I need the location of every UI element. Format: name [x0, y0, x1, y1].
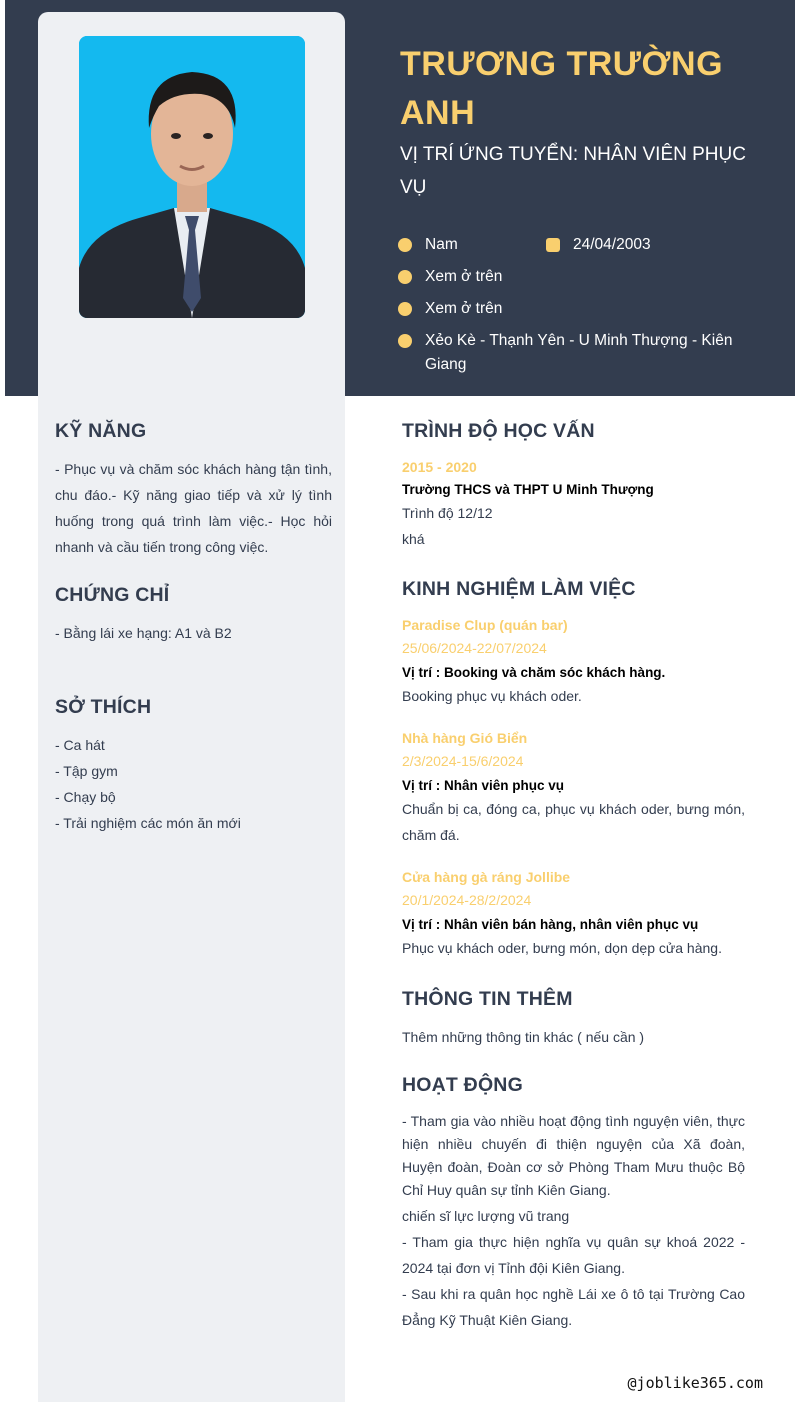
envelope-icon: [398, 302, 412, 316]
hobby-item: - Tập gym: [55, 763, 118, 779]
additional-text: Thêm những thông tin khác ( nếu cần ): [402, 1029, 645, 1045]
experience-company: Paradise Clup (quán bar): [402, 617, 568, 633]
calendar-icon: [546, 238, 560, 252]
experience-period: 2/3/2024-15/6/2024: [402, 753, 524, 769]
address-value: Xẻo Kè - Thạnh Yên - U Minh Thượng - Kiên Giang: [425, 332, 733, 373]
education-level: Trình độ 12/12: [402, 505, 493, 521]
phone-value: Xem ở trên: [425, 268, 503, 285]
activity-paragraph: chiến sĩ lực lượng vũ trang: [402, 1208, 570, 1224]
education-entry: [402, 458, 745, 552]
experience-desc: Chuẩn bị ca, đóng ca, phục vụ khách oder, bưng món, chăm đá.: [402, 801, 745, 843]
experience-item: [402, 868, 745, 961]
applied-position: VỊ TRÍ ỨNG TUYỂN: NHÂN VIÊN PHỤC VỤ: [400, 144, 746, 198]
candidate-name: TRƯƠNG TRƯỜNG ANH: [400, 45, 724, 132]
email-value: Xem ở trên: [425, 300, 503, 317]
activities-title: HOẠT ĐỘNG: [402, 1074, 523, 1096]
hobby-item: - Trải nghiệm các món ăn mới: [55, 815, 241, 831]
education-title: TRÌNH ĐỘ HỌC VẤN: [402, 420, 595, 442]
experience-company: Nhà hàng Gió Biển: [402, 730, 528, 746]
phone-icon: [398, 270, 412, 284]
experience-item: [402, 616, 745, 709]
profile-photo: [79, 36, 305, 318]
experience-period: 25/06/2024-22/07/2024: [402, 640, 547, 656]
skills-text: - Phục vụ và chăm sóc khách hàng tận tình, chu đáo.- Kỹ năng giao tiếp và xử lý tình huống trong quá trình làm việc.- Học hỏi nhanh và cầu tiến trong công việc.: [55, 461, 332, 555]
certificate-item: - Bằng lái xe hạng: A1 và B2: [55, 625, 232, 641]
portrait-illustration: [79, 36, 305, 318]
activities-content: [402, 1110, 745, 1333]
home-icon: [398, 334, 412, 348]
hobby-item: - Chạy bộ: [55, 789, 116, 805]
experience-period: 20/1/2024-28/2/2024: [402, 892, 532, 908]
education-school: Trường THCS và THPT U Minh Thượng: [402, 482, 654, 497]
hobbies-title: SỞ THÍCH: [55, 696, 152, 718]
education-period: 2015 - 2020: [402, 459, 477, 475]
user-icon: [398, 238, 412, 252]
experience-company: Cửa hàng gà ráng Jollibe: [402, 869, 571, 885]
education-grade: khá: [402, 531, 425, 547]
experience-role: Vị trí : Nhân viên phục vụ: [402, 778, 565, 793]
skills-title: KỸ NĂNG: [55, 420, 147, 442]
birthdate-value: 24/04/2003: [573, 236, 651, 253]
activity-paragraph: - Tham gia vào nhiều hoạt động tình nguyện viên, thực hiện nhiều chuyến đi thiện nguyện của Xã đoàn, Huyện đoàn, Đoàn cơ sở Phòng Tham Mưu thuộc Bộ Chỉ Huy quân sự tỉnh Kiên Giang.: [402, 1113, 745, 1198]
experience-role: Vị trí : Booking và chăm sóc khách hàng.: [402, 665, 666, 680]
experience-desc: Phục vụ khách oder, bưng món, dọn dẹp cửa hàng.: [402, 940, 722, 956]
experience-role: Vị trí : Nhân viên bán hàng, nhân viên phục vụ: [402, 917, 699, 932]
experience-desc: Booking phục vụ khách oder.: [402, 688, 582, 704]
certificates-title: CHỨNG CHỈ: [55, 584, 170, 606]
hobby-item: - Ca hát: [55, 737, 105, 753]
watermark: @joblike365.com: [627, 1374, 763, 1392]
activity-paragraph: - Tham gia thực hiện nghĩa vụ quân sự khoá 2022 - 2024 tại đơn vị Tỉnh đội Kiên Giang.: [402, 1234, 745, 1276]
additional-title: THÔNG TIN THÊM: [402, 988, 573, 1010]
experience-title: KINH NGHIỆM LÀM VIỆC: [402, 578, 636, 600]
experience-item: [402, 729, 745, 848]
gender-value: Nam: [425, 236, 458, 253]
activity-paragraph: - Sau khi ra quân học nghề Lái xe ô tô tại Trường Cao Đẳng Kỹ Thuật Kiên Giang.: [402, 1286, 745, 1328]
